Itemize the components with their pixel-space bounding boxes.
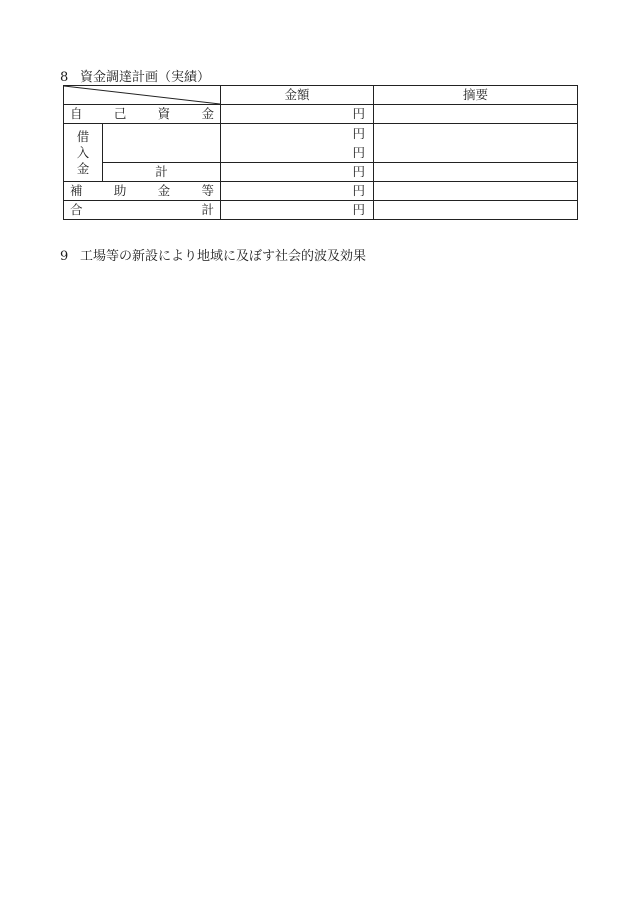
borrowing-subtotal-remarks[interactable] (374, 163, 578, 182)
section-9-title: 工場等の新設により地域に及ぼす社会的波及効果 (80, 249, 367, 264)
remarks-header: 摘要 (374, 86, 578, 105)
subsidy-remarks[interactable] (374, 182, 578, 201)
borrowing-label: 借 入 金 (64, 124, 103, 182)
borrowing-source[interactable] (103, 124, 221, 163)
subsidy-amount[interactable]: 円 (221, 182, 374, 201)
amount-header: 金額 (221, 86, 374, 105)
borrowing-amount[interactable]: 円 円 (221, 124, 374, 163)
header-row (64, 86, 578, 105)
own-funds-remarks[interactable] (374, 105, 578, 124)
section-8-title: 資金調達計画（実績） (80, 70, 211, 85)
diagonal-line (64, 86, 220, 104)
total-row (64, 201, 578, 220)
section-8-number: 8 (60, 70, 69, 85)
diagonal-header-cell (64, 86, 221, 105)
section-8-heading (60, 66, 210, 85)
total-remarks[interactable] (374, 201, 578, 220)
total-label: 合 計 (64, 201, 221, 220)
own-funds-row (64, 105, 578, 124)
borrowing-remarks[interactable] (374, 124, 578, 163)
borrowing-row (64, 124, 578, 163)
subsidy-row (64, 182, 578, 201)
section-9-heading (60, 245, 366, 264)
own-funds-amount[interactable]: 円 (221, 105, 374, 124)
funding-plan-table (63, 85, 578, 220)
subsidy-label: 補 助 金 等 (64, 182, 221, 201)
borrowing-subtotal-amount[interactable]: 円 (221, 163, 374, 182)
section-9-number: 9 (60, 249, 69, 264)
own-funds-label: 自 己 資 金 (64, 105, 221, 124)
total-amount[interactable]: 円 (221, 201, 374, 220)
borrowing-subtotal-row (64, 163, 578, 182)
borrowing-subtotal-label: 計 (103, 163, 221, 182)
